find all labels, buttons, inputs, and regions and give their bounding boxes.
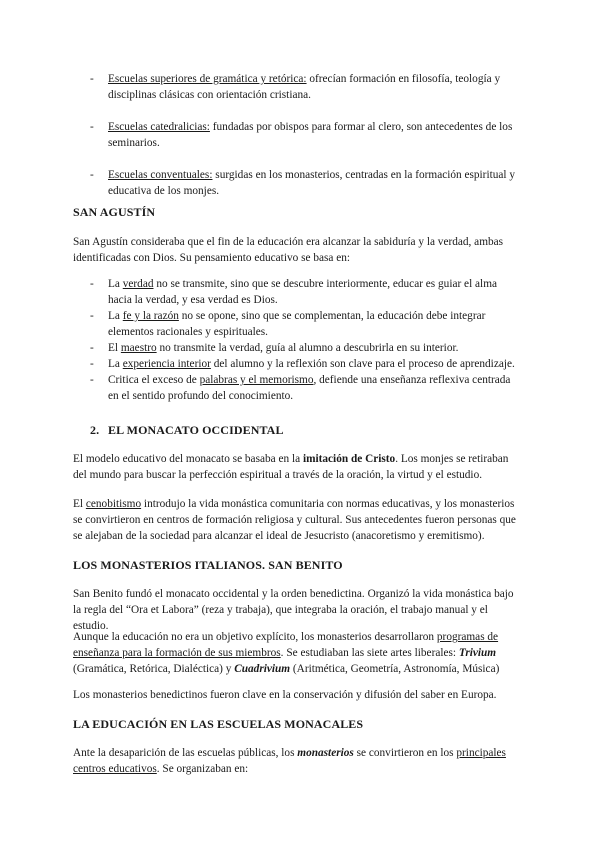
- monacato-paragraph-1: El modelo educativo del monacato se basaba en la imitación de Cristo. Los monjes se retiraban del mundo para buscar la perfección espiritual a través de la oración, la virtud y el estudio.: [73, 453, 509, 481]
- benito-paragraph-2: Aunque la educación no era un objetivo explícito, los monasterios desarrollaron programas de enseñanza para la formación de sus miembros. Se estudiaban las siete artes liberales: Trivium (Gramática, Retórica, Dialéctica) y Cuadrivium (Aritmética, Geometría, Astronomía, Música): [73, 631, 500, 675]
- list-item: - Escuelas catedralicias: fundadas por obispos para formar al clero, son antecedentes de los seminarios.: [73, 119, 523, 151]
- list-item: - Escuelas conventuales: surgidas en los monasterios, centradas en la formación espiritual y educativa de los monjes.: [73, 167, 523, 199]
- list-item: - Escuelas superiores de gramática y retórica: ofrecían formación en filosofía, teología y disciplinas clásicas con orientación cristiana.: [73, 71, 523, 103]
- section-heading-monacato: 2. EL MONACATO OCCIDENTAL: [90, 423, 284, 437]
- section-heading-san-benito: LOS MONASTERIOS ITALIANOS. SAN BENITO: [73, 558, 343, 572]
- list-item: - El maestro no transmite la verdad, guía al alumno a descubrirla en su interior.: [73, 340, 523, 356]
- list-item: - La verdad no se transmite, sino que se descubre interiormente, educar es guiar el alma hacia la verdad, y esa verdad es Dios.: [73, 276, 523, 308]
- list-item: - La experiencia interior del alumno y la reflexión son clave para el proceso de aprendizaje.: [73, 356, 523, 372]
- monacato-paragraph-2: El cenobitismo introdujo la vida monástica comunitaria con normas educativas, y los monasterios se convirtieron en centros de formación religiosa y cultural. Sus antecedentes fueron personas que se alejaban de la sociedad para alcanzar el ideal de Jesucristo (anacoretismo y eremitismo).: [73, 498, 516, 542]
- agustin-list: [73, 276, 523, 404]
- list-item: - Critica el exceso de palabras y el memorismo, defiende una enseñanza reflexiva centrada en el sentido profundo del conocimiento.: [73, 372, 523, 404]
- monacales-paragraph: Ante la desaparición de las escuelas públicas, los monasterios se convirtieron en los principales centros educativos. Se organizaban en:: [73, 747, 506, 775]
- escuelas-list: [73, 71, 523, 199]
- list-item: - La fe y la razón no se opone, sino que se complementan, la educación debe integrar elementos racionales y espirituales.: [73, 308, 523, 340]
- section-heading-san-agustin: SAN AGUSTÍN: [73, 205, 156, 219]
- benito-paragraph-3: Los monasterios benedictinos fueron clave en la conservación y difusión del saber en Europa.: [73, 689, 497, 701]
- section-heading-escuelas-monacales: LA EDUCACIÓN EN LAS ESCUELAS MONACALES: [73, 717, 364, 731]
- benito-paragraph-1: San Benito fundó el monacato occidental y la orden benedictina. Organizó la vida monástica bajo la regla del “Ora et Labora” (reza y trabaja), que integraba la oración, el trabajo manual y el estudio.: [73, 588, 514, 632]
- agustin-intro: San Agustín consideraba que el fin de la educación era alcanzar la sabiduría y la verdad, ambas identificadas con Dios. Su pensamiento educativo se basa en:: [73, 236, 504, 264]
